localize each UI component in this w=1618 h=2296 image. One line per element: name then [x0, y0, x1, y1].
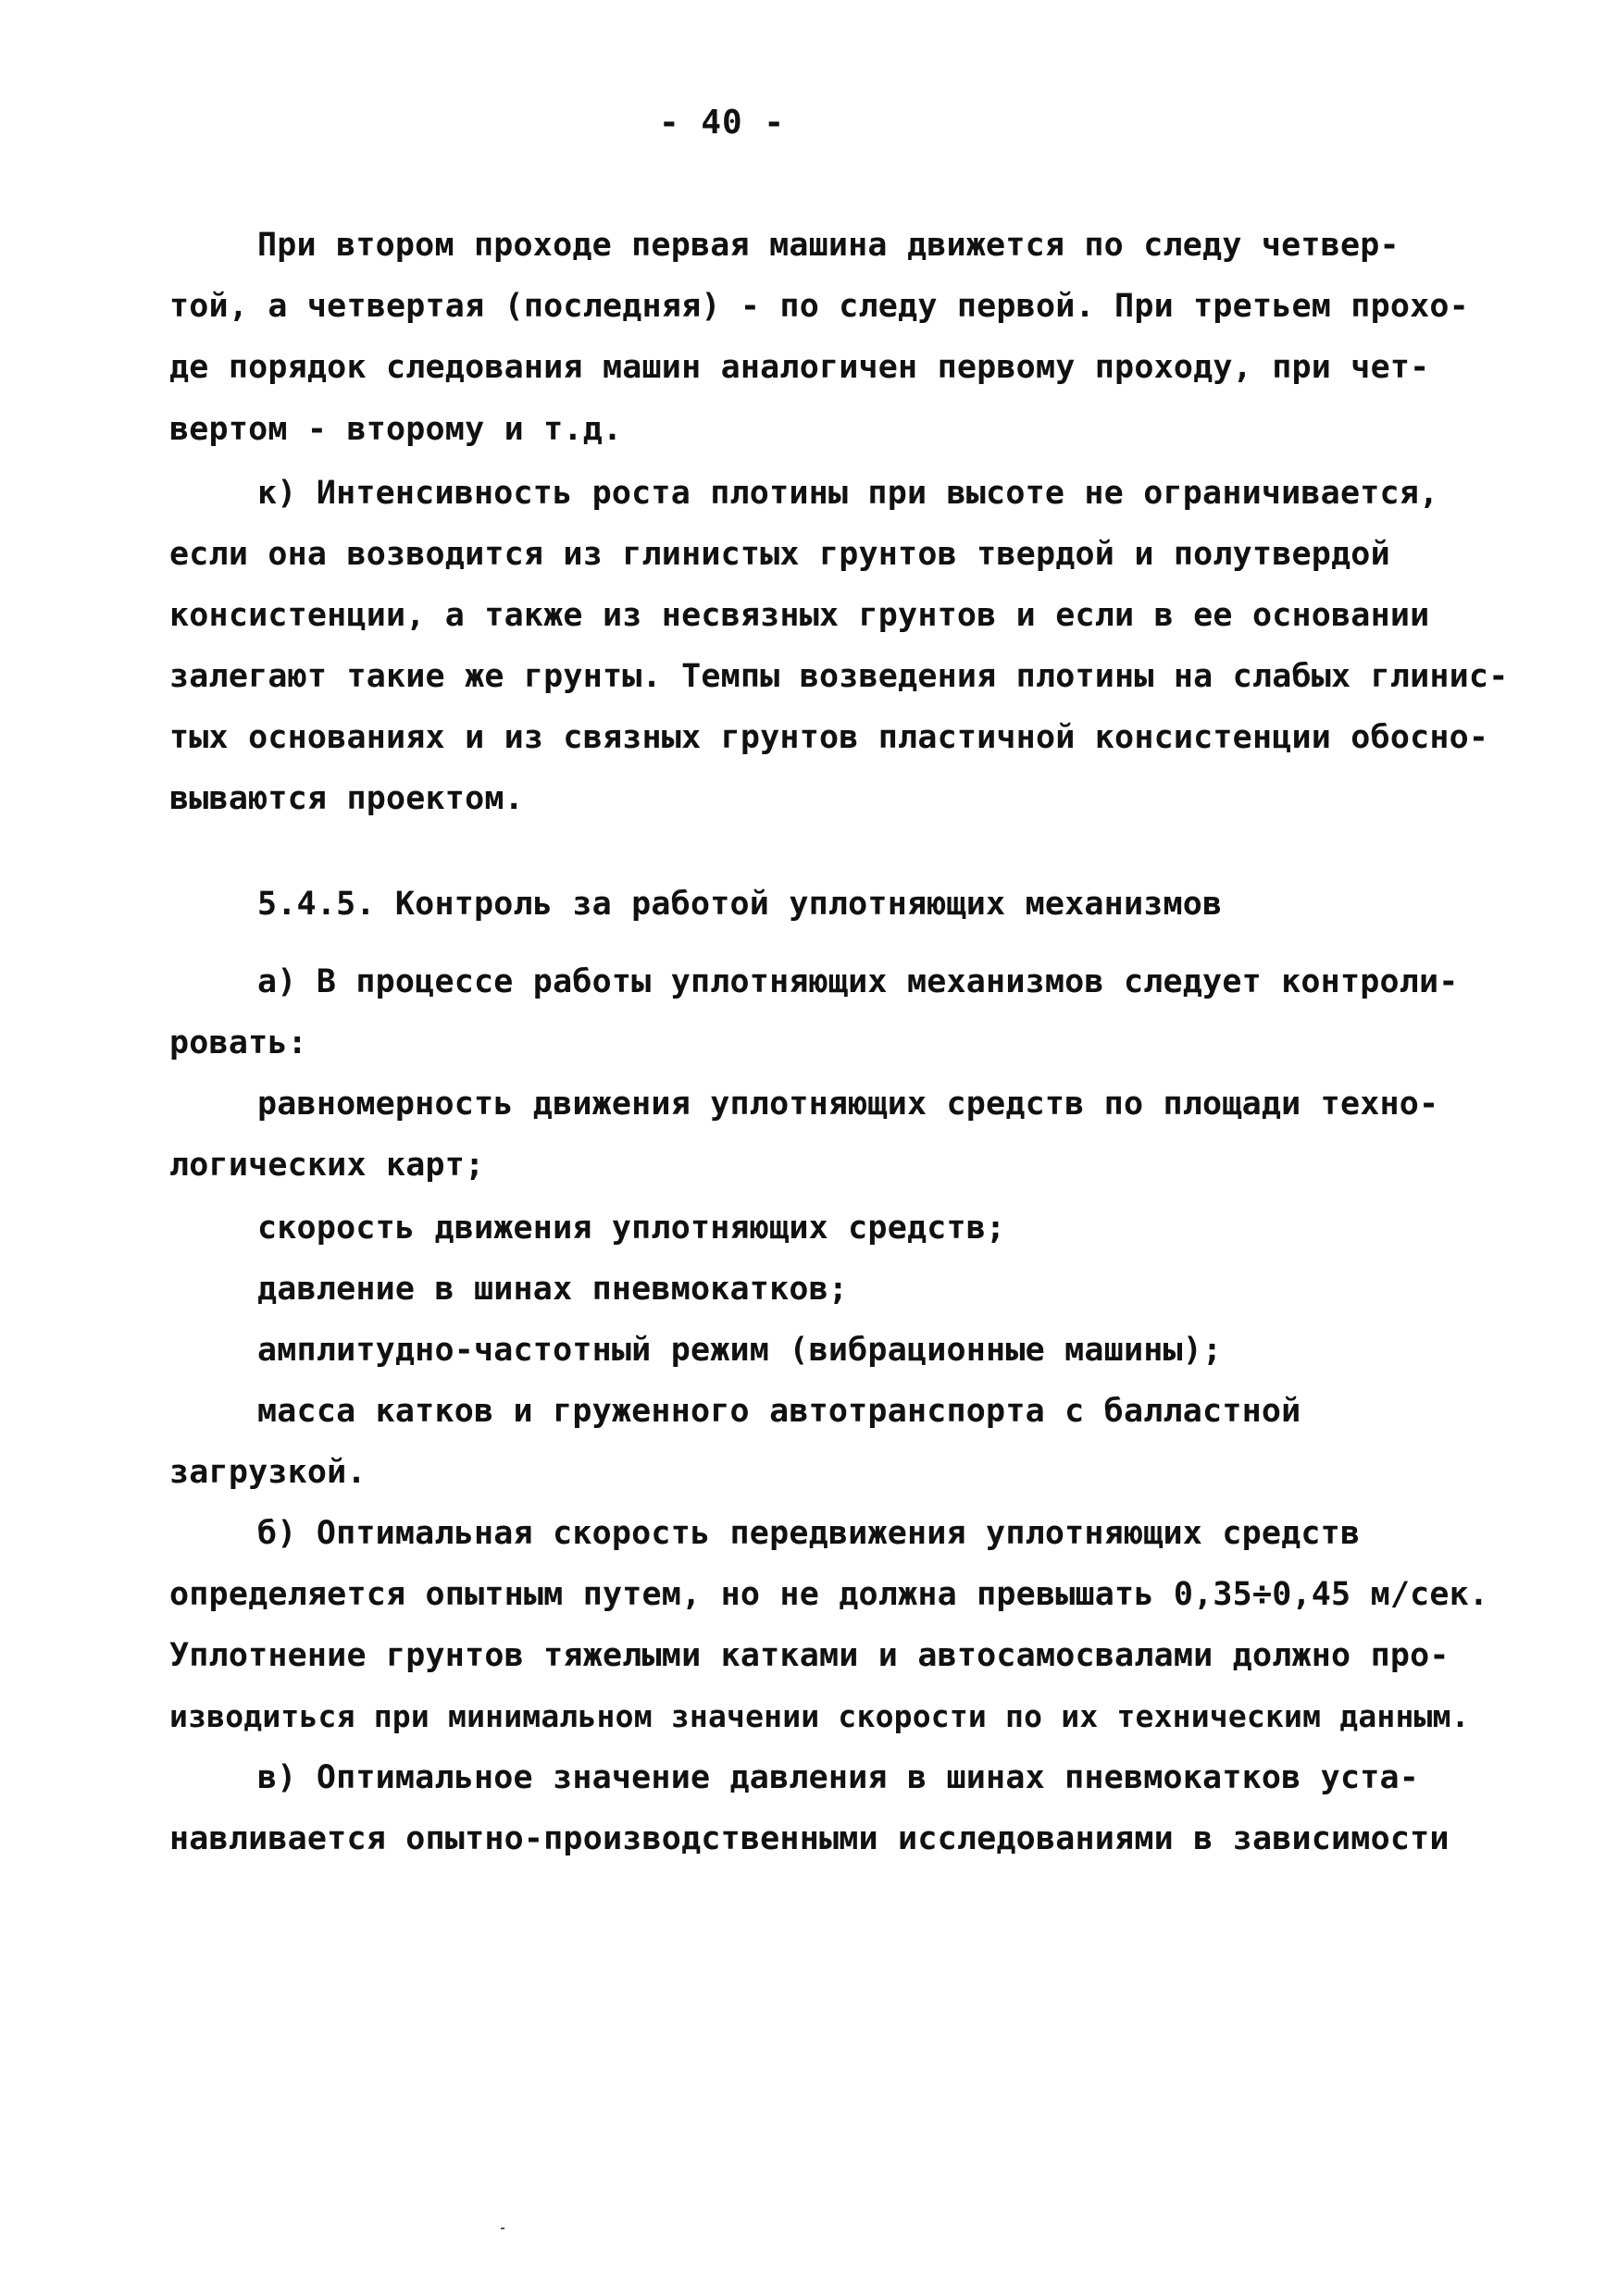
list-item: масса катков и груженного автотранспорта с балластной — [257, 1393, 1301, 1430]
text-line: к) Интенсивность роста плотины при высоте не ограничивается, — [257, 475, 1439, 512]
text-line: Уплотнение грунтов тяжелыми катками и автосамосвалами должно про- — [169, 1637, 1450, 1674]
text-line: залегают такие же грунты. Темпы возведения плотины на слабых глинис- — [169, 658, 1509, 695]
text-line: если она возводится из глинистых грунтов твердой и полутвердой — [169, 536, 1390, 573]
text-line: вертом - второму и т.д. — [169, 411, 623, 448]
text-line: де порядок следования машин аналогичен первому проходу, при чет- — [169, 349, 1430, 386]
text-line: При втором проходе первая машина движется по следу четвер- — [257, 227, 1400, 264]
text-line: консистенции, а также из несвязных грунтов и если в ее основании — [169, 597, 1430, 634]
list-item: амплитудно-частотный режим (вибрационные машины); — [257, 1332, 1223, 1369]
text-line: тых основаниях и из связных грунтов пластичной консистенции обосно- — [169, 719, 1489, 756]
text-line: загрузкой. — [169, 1454, 367, 1491]
text-line: той, а четвертая (последняя) - по следу первой. При третьем прохо- — [169, 288, 1469, 325]
text-line: изводиться при минимальном значении скорости по их техническим данным. — [169, 1698, 1470, 1734]
text-line: в) Оптимальное значение давления в шинах пневмокатков уста- — [257, 1759, 1420, 1796]
text-line: навливается опытно-производственными исследованиями в зависимости — [169, 1820, 1450, 1857]
text-line: а) В процессе работы уплотняющих механизмов следует контроли- — [257, 963, 1459, 1000]
list-item: равномерность движения уплотняющих средств по площади техно- — [257, 1086, 1439, 1123]
text-line: определяется опытным путем, но не должна превышать 0,35÷0,45 м/сек. — [169, 1576, 1489, 1613]
list-item: давление в шинах пневмокатков; — [257, 1271, 849, 1308]
page-number: - 40 - — [658, 104, 786, 142]
text-line: б) Оптимальная скорость передвижения уплотняющих средств — [257, 1515, 1361, 1552]
list-item: скорость движения уплотняющих средств; — [257, 1210, 1006, 1247]
scan-speck — [501, 2228, 504, 2229]
text-line: логических карт; — [169, 1147, 485, 1184]
section-heading: 5.4.5. Контроль за работой уплотняющих механизмов — [257, 886, 1223, 923]
text-line: вываются проектом. — [169, 780, 524, 817]
text-line: ровать: — [169, 1024, 307, 1061]
